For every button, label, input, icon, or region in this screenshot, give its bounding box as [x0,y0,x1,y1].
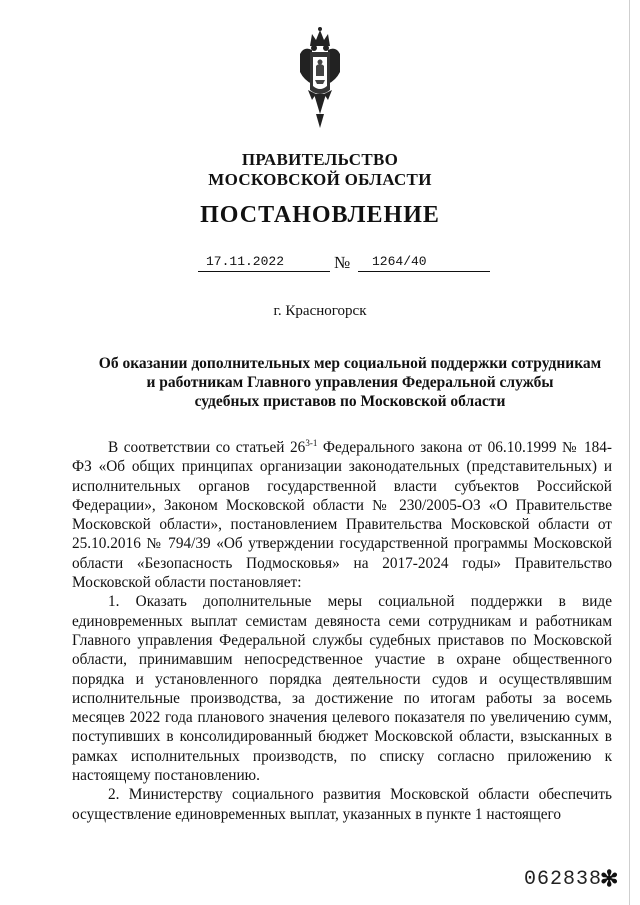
document-date: 17.11.2022 [198,254,330,272]
org-name-line1: ПРАВИТЕЛЬСТВО [241,150,399,169]
number-label: № [334,253,351,272]
document-subject [90,354,610,411]
document-number: 1264/40 [358,254,490,272]
subject-line2: и работникам Главного управления Федеральной службы [146,374,554,391]
org-name-line2: МОСКОВСКОЙ ОБЛАСТИ [208,170,432,189]
serial-number: 062838 [524,868,603,891]
document-body [72,438,612,824]
paragraph-item-2: 2. Министерству социального развития Московской области обеспечить осуществление единовременных выплат, указанных в пункте 1 настоящего [72,786,612,823]
subject-line3: судебных приставов по Московской области [194,393,506,410]
coat-of-arms-icon [298,24,342,130]
page-edge-divider [629,0,630,905]
paragraph-preamble: В соответствии со статьей 26$^{3-1}$ Федерального закона от 06.10.1999 № 184-ФЗ «Об общих принципах организации законодательных (представительных) и исполнительных органов государственной власти субъектов Российской Федерации», Законом Московской области № 230/2005-ОЗ «О Правительстве Московской области», постановлением Правительства Московской области от 25.10.2016 № 794/39 «Об утверждении государственной программы Московской области «Безопасность Подмосковья» на 2017-2024 годы» Правительство Московской области постановляет: [72,437,612,592]
city: г. Красногорск [273,303,367,319]
subject-line1: Об оказании дополнительных мер социальной поддержки сотрудникам [98,355,602,372]
paragraph-item-1: 1. Оказать дополнительные меры социальной поддержки в виде единовременных выплат семистам девяноста семи сотрудникам и работникам Главного управления Федеральной службы судебных приставов по Московской области, принимавшим непосредственное участие в охране общественного порядка и установленного порядка деятельности судов и осуществлявшим исполнительные производства, за достижение по итогам работы за восемь месяцев 2022 года планового значения целевого показателя по увеличению сумм, поступивших в консолидированный бюджет Московской области, взысканных в рамках исполнительных производств, по списку согласно приложению к настоящему постановлению. [72,593,612,785]
document-type-title: ПОСТАНОВЛЕНИЕ [200,202,440,228]
star-mark: ✻ [600,866,619,891]
